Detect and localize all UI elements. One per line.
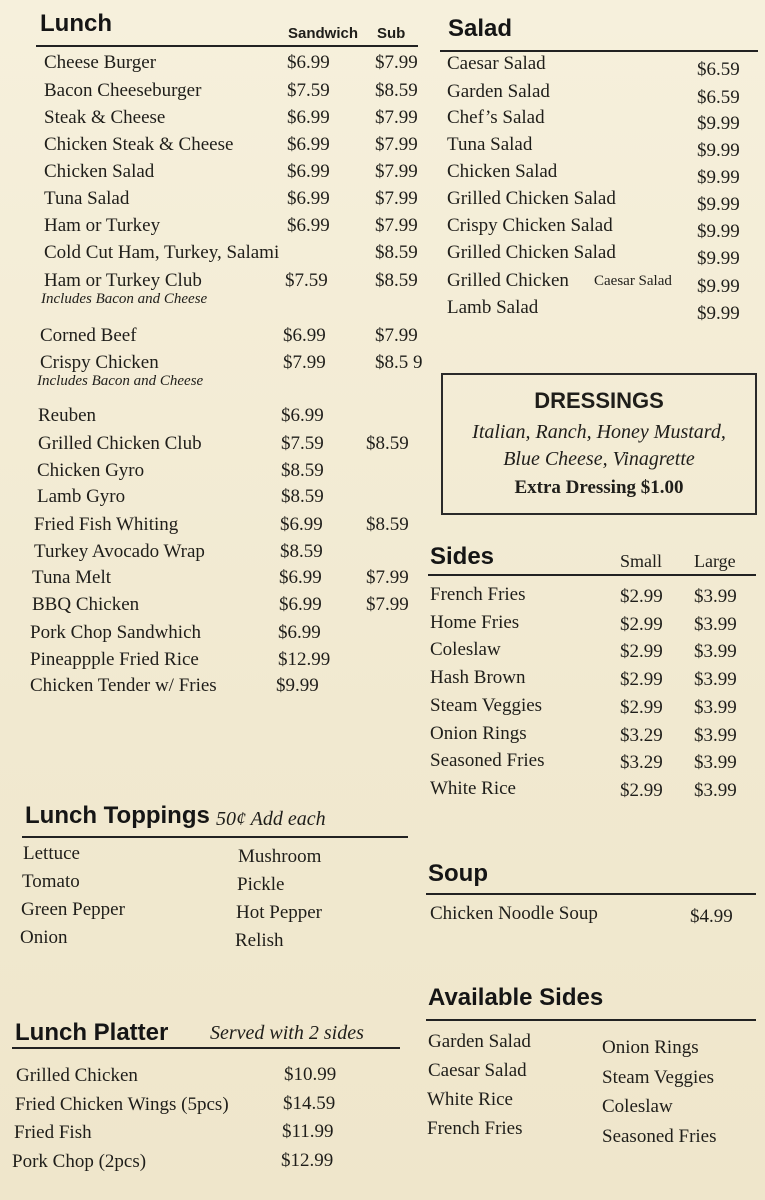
lunch-item-note: Includes Bacon and Cheese xyxy=(37,373,204,389)
available-side-item: Garden Salad xyxy=(428,1031,531,1052)
sides-item-small-price: $2.99 xyxy=(620,641,663,663)
lunch-item-sub-price: $7.99 xyxy=(375,134,418,155)
platter-item-price: $14.59 xyxy=(283,1092,336,1114)
soup-item-price: $4.99 xyxy=(690,906,733,927)
sides-item-large-price: $3.99 xyxy=(694,724,737,746)
lunch-item-sub-price: $8.59 xyxy=(375,242,418,263)
lunch-item-name: Chicken Steak & Cheese xyxy=(44,134,234,155)
platter-item-name: Grilled Chicken xyxy=(16,1065,138,1086)
lunch-item-name: Bacon Cheeseburger xyxy=(44,80,202,101)
lunch-item-sandwich-price: $6.99 xyxy=(287,215,330,236)
available-side-item: Steam Veggies xyxy=(602,1066,715,1088)
salad-item-name: Crispy Chicken Salad xyxy=(447,215,613,236)
sides-item-name: Seasoned Fries xyxy=(430,750,545,772)
salad-item-name: Tuna Salad xyxy=(447,134,533,155)
sides-item-small-price: $2.99 xyxy=(620,779,663,801)
sides-item-name: Onion Rings xyxy=(430,722,527,744)
topping-item: Hot Pepper xyxy=(236,902,323,923)
sides-item-large-price: $3.99 xyxy=(694,696,737,718)
platter-item-name: Pork Chop (2pcs) xyxy=(12,1150,147,1172)
sides-item-large-price: $3.99 xyxy=(694,752,737,774)
lunch-item-name: Pineappple Fried Rice xyxy=(30,649,199,670)
available-side-item: Onion Rings xyxy=(602,1037,699,1058)
lunch-item-sub-price: $8.59 xyxy=(366,514,409,535)
toppings-heading: Lunch Toppings xyxy=(25,802,210,829)
salad-item-price: $9.99 xyxy=(697,276,740,297)
platter-item-price: $12.99 xyxy=(281,1149,334,1171)
sides-item-small-price: $2.99 xyxy=(620,586,663,607)
lunch-item-sandwich-price: $7.59 xyxy=(285,270,328,291)
sides-col-large: Large xyxy=(694,551,736,571)
lunch-item-note: Includes Bacon and Cheese xyxy=(41,291,208,307)
lunch-item-sandwich-price: $6.99 xyxy=(280,514,323,535)
lunch-item-sub-price: $8.59 xyxy=(375,80,418,101)
lunch-item-sandwich-price: $6.99 xyxy=(281,405,324,426)
lunch-item-sub-price: $8.59 xyxy=(366,433,409,454)
sides-item-large-price: $3.99 xyxy=(694,779,737,801)
platter-heading: Lunch Platter xyxy=(15,1019,169,1046)
lunch-item-name: Crispy Chicken xyxy=(40,352,159,373)
available-sides-heading: Available Sides xyxy=(428,984,604,1011)
lunch-item-sandwich-price: $6.99 xyxy=(283,325,326,346)
salad-heading: Salad xyxy=(448,15,513,42)
lunch-item-sandwich-price: $9.99 xyxy=(276,675,319,696)
toppings-note: 50¢ Add each xyxy=(216,808,326,830)
sides-item-small-price: $2.99 xyxy=(620,696,663,718)
lunch-item-sub-price: $8.5 9 xyxy=(375,352,423,373)
lunch-item-sandwich-price: $6.99 xyxy=(287,161,330,182)
sides-item-name: Home Fries xyxy=(430,611,520,633)
lunch-item-name: Lamb Gyro xyxy=(37,486,126,507)
salad-item-name: Chef’s Salad xyxy=(447,107,545,128)
dressings-line-1: Italian, Ranch, Honey Mustard, xyxy=(472,421,726,443)
soup-rule xyxy=(426,893,756,895)
lunch-col-sub: Sub xyxy=(377,25,406,42)
salad-item-price: $9.99 xyxy=(697,113,740,134)
topping-item: Mushroom xyxy=(238,846,322,867)
lunch-item-sandwich-price: $6.99 xyxy=(278,622,321,643)
platter-item-price: $10.99 xyxy=(284,1064,337,1085)
salad-item-name: Grilled Chicken Salad xyxy=(447,242,616,263)
available-side-item: Coleslaw xyxy=(602,1096,673,1117)
lunch-heading: Lunch xyxy=(40,10,112,37)
platter-item-price: $11.99 xyxy=(282,1121,334,1142)
lunch-item-sub-price: $7.99 xyxy=(375,161,418,182)
sides-item-small-price: $3.29 xyxy=(620,724,663,746)
salad-item-name: Chicken Salad xyxy=(447,161,558,182)
sides-rule xyxy=(428,574,756,576)
salad-rule xyxy=(440,50,758,52)
toppings-rule xyxy=(22,836,408,838)
lunch-item-sandwich-price: $12.99 xyxy=(278,649,331,670)
lunch-item-sandwich-price: $6.99 xyxy=(287,52,330,73)
lunch-item-name: Corned Beef xyxy=(40,325,137,346)
salad-item-price: $9.99 xyxy=(697,248,740,269)
topping-item: Tomato xyxy=(22,871,80,892)
lunch-item-name: Ham or Turkey Club xyxy=(44,270,202,291)
lunch-item-sandwich-price: $6.99 xyxy=(287,134,330,155)
lunch-item-name: Tuna Melt xyxy=(32,567,112,588)
lunch-item-name: Turkey Avocado Wrap xyxy=(34,541,205,562)
salad-item-name: Caesar Salad xyxy=(447,53,546,74)
dressings-extra: Extra Dressing $1.00 xyxy=(514,477,684,498)
sides-item-name: Hash Brown xyxy=(430,667,526,689)
lunch-item-name: Grilled Chicken Club xyxy=(38,433,202,454)
lunch-item-name: BBQ Chicken xyxy=(32,594,140,615)
salad-item-name-suffix: Caesar Salad xyxy=(594,273,672,289)
sides-item-name: White Rice xyxy=(430,777,516,799)
lunch-rule xyxy=(36,45,418,47)
salad-item-price: $9.99 xyxy=(697,221,740,242)
topping-item: Onion xyxy=(20,927,68,948)
salad-item-name: Garden Salad xyxy=(447,81,550,102)
dressings-title: DRESSINGS xyxy=(534,388,664,413)
platter-item-name: Fried Fish xyxy=(14,1122,92,1143)
soup-heading: Soup xyxy=(428,860,488,887)
lunch-item-sandwich-price: $8.59 xyxy=(281,486,324,507)
available-sides-rule xyxy=(426,1019,756,1021)
sides-item-small-price: $3.29 xyxy=(620,752,663,774)
salad-item-price: $9.99 xyxy=(697,194,740,215)
salad-item-price: $9.99 xyxy=(697,167,740,188)
lunch-item-sandwich-price: $6.99 xyxy=(279,594,322,615)
lunch-item-name: Chicken Salad xyxy=(44,161,155,182)
topping-item: Relish xyxy=(235,930,284,951)
lunch-item-sub-price: $7.99 xyxy=(375,325,418,346)
topping-item: Lettuce xyxy=(23,843,80,864)
lunch-item-sandwich-price: $6.99 xyxy=(287,188,330,209)
sides-item-large-price: $3.99 xyxy=(694,641,737,663)
lunch-item-name: Chicken Tender w/ Fries xyxy=(30,675,217,696)
lunch-item-name: Steak & Cheese xyxy=(44,107,166,128)
available-side-item: White Rice xyxy=(427,1089,513,1110)
lunch-item-name: Tuna Salad xyxy=(44,188,130,209)
lunch-item-sandwich-price: $6.99 xyxy=(279,567,322,588)
lunch-col-sandwich: Sandwich xyxy=(288,25,359,42)
lunch-item-sandwich-price: $8.59 xyxy=(280,541,323,562)
available-side-item: French Fries xyxy=(427,1118,523,1139)
sides-item-name: Steam Veggies xyxy=(430,694,543,716)
sides-item-large-price: $3.99 xyxy=(694,613,737,635)
lunch-item-sandwich-price: $6.99 xyxy=(287,107,330,128)
dressings-line-2: Blue Cheese, Vinagrette xyxy=(503,448,695,470)
salad-item-name: Grilled Chicken xyxy=(447,270,569,291)
lunch-item-name: Pork Chop Sandwhich xyxy=(30,622,201,643)
sides-heading: Sides xyxy=(430,543,495,570)
topping-item: Green Pepper xyxy=(21,899,125,920)
available-side-item: Seasoned Fries xyxy=(602,1125,717,1147)
lunch-item-sandwich-price: $7.59 xyxy=(287,80,330,101)
sides-item-small-price: $2.99 xyxy=(620,669,663,691)
lunch-item-sub-price: $7.99 xyxy=(375,215,418,236)
lunch-item-sandwich-price: $7.99 xyxy=(283,352,326,373)
lunch-item-name: Reuben xyxy=(38,405,97,426)
salad-item-name: Grilled Chicken Salad xyxy=(447,188,616,209)
platter-rule xyxy=(12,1047,400,1049)
sides-item-name: French Fries xyxy=(430,584,526,605)
sides-item-name: Coleslaw xyxy=(430,639,501,661)
lunch-item-sub-price: $7.99 xyxy=(375,52,418,73)
sides-item-large-price: $3.99 xyxy=(694,669,737,691)
lunch-item-name: Chicken Gyro xyxy=(37,460,145,481)
lunch-item-name: Cheese Burger xyxy=(44,52,157,73)
salad-item-price: $9.99 xyxy=(697,303,740,324)
lunch-item-name: Fried Fish Whiting xyxy=(34,514,179,535)
salad-item-price: $6.59 xyxy=(697,87,740,108)
soup-item-name: Chicken Noodle Soup xyxy=(430,903,598,924)
lunch-item-sub-price: $7.99 xyxy=(375,188,418,209)
lunch-item-sub-price: $7.99 xyxy=(366,594,409,615)
lunch-item-sandwich-price: $7.59 xyxy=(281,433,324,454)
lunch-item-sub-price: $7.99 xyxy=(366,567,409,588)
lunch-item-sandwich-price: $8.59 xyxy=(281,460,324,481)
lunch-item-name: Cold Cut Ham, Turkey, Salami xyxy=(44,242,280,263)
platter-note: Served with 2 sides xyxy=(210,1022,364,1044)
sides-col-small: Small xyxy=(620,551,663,571)
salad-item-price: $9.99 xyxy=(697,140,740,161)
platter-item-name: Fried Chicken Wings (5pcs) xyxy=(15,1093,229,1115)
topping-item: Pickle xyxy=(237,874,285,895)
lunch-item-sub-price: $8.59 xyxy=(375,270,418,291)
sides-item-small-price: $2.99 xyxy=(620,613,663,635)
sides-item-large-price: $3.99 xyxy=(694,586,737,607)
lunch-item-sub-price: $7.99 xyxy=(375,107,418,128)
salad-item-price: $6.59 xyxy=(697,59,740,80)
lunch-item-name: Ham or Turkey xyxy=(44,215,161,236)
salad-item-name: Lamb Salad xyxy=(447,297,539,318)
available-side-item: Caesar Salad xyxy=(428,1060,527,1081)
